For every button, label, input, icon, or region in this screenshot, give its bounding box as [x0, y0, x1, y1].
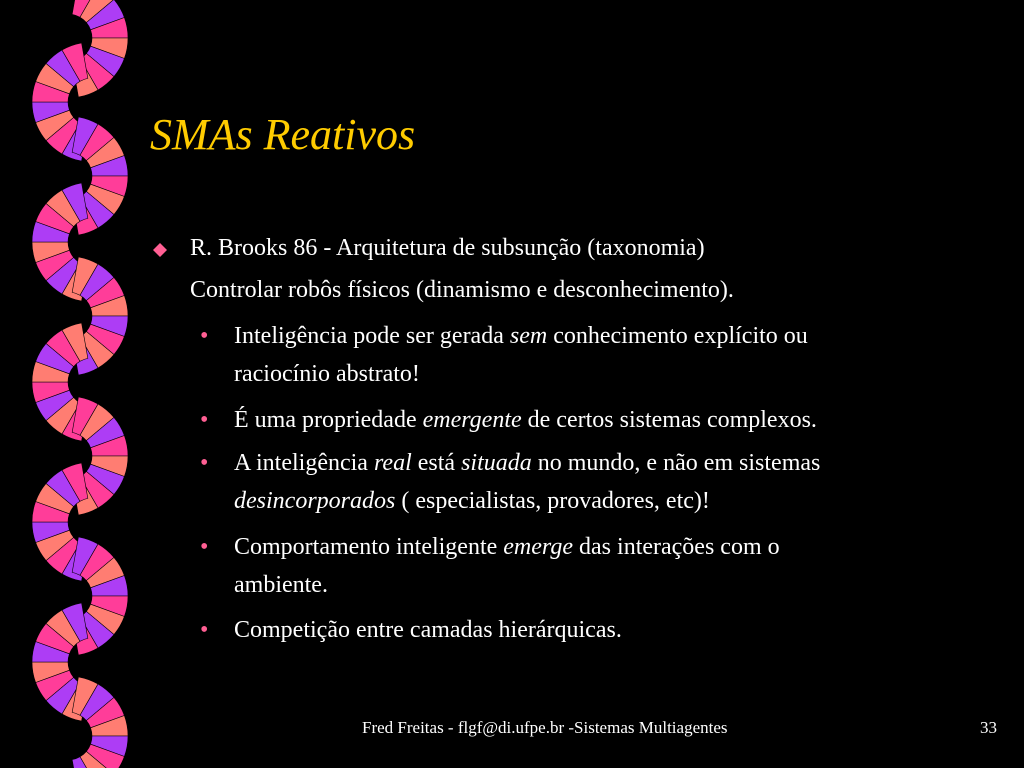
dot-bullet-icon: • — [200, 450, 209, 476]
emphasized-text: sem — [509, 323, 548, 349]
sub-bullet-line — [234, 613, 1014, 648]
dot-bullet-icon: • — [200, 407, 209, 433]
text-run: Inteligência pode ser gerada — [234, 323, 510, 349]
dot-bullet-icon: • — [200, 617, 209, 643]
footer-text: Fred Freitas - flgf@di.ufpe.br -Sistemas Multiagentes — [362, 718, 728, 737]
decorative-ribbon — [0, 0, 140, 768]
sub-bullet-line — [234, 319, 1014, 354]
sub-bullet-line — [234, 568, 1014, 603]
text-run: conhecimento explícito ou — [547, 323, 808, 349]
text-run: no mundo, e não em sistemas — [531, 450, 821, 476]
bullet-line: R. Brooks 86 - Arquitetura de subsunção (taxonomia) — [190, 235, 705, 261]
text-run: ambiente. — [234, 572, 328, 598]
text-run: É uma propriedade — [234, 407, 423, 433]
text-run: das interações com o — [573, 534, 780, 560]
text-run: ( especialistas, provadores, etc)! — [395, 488, 710, 514]
text-run: A inteligência — [234, 450, 374, 476]
bullet-line: Controlar robôs físicos (dinamismo e desconhecimento). — [190, 277, 734, 303]
page-number: 33 — [980, 718, 997, 737]
slide-title: SMAs Reativos — [150, 110, 416, 159]
sub-bullet-line — [234, 446, 1014, 481]
sub-bullet-line — [234, 357, 1014, 392]
emphasized-text: desincorporados — [234, 488, 396, 514]
dot-bullet-icon: • — [200, 323, 209, 349]
dot-bullet-icon: • — [200, 534, 209, 560]
diamond-bullet-icon — [153, 243, 167, 257]
sub-bullet-line — [234, 403, 1014, 438]
text-run: está — [411, 450, 462, 476]
sub-bullet-line — [234, 484, 1014, 519]
text-run: raciocínio abstrato! — [234, 361, 420, 387]
text-run: de certos sistemas complexos. — [521, 407, 817, 433]
emphasized-text: emerge — [503, 534, 574, 560]
sub-bullet-line — [234, 530, 1014, 565]
emphasized-text: real — [373, 450, 412, 476]
text-run: Competição entre camadas hierárquicas. — [234, 617, 622, 643]
emphasized-text: emergente — [422, 407, 522, 433]
text-run: Comportamento inteligente — [234, 534, 504, 560]
emphasized-text: situada — [461, 450, 532, 476]
